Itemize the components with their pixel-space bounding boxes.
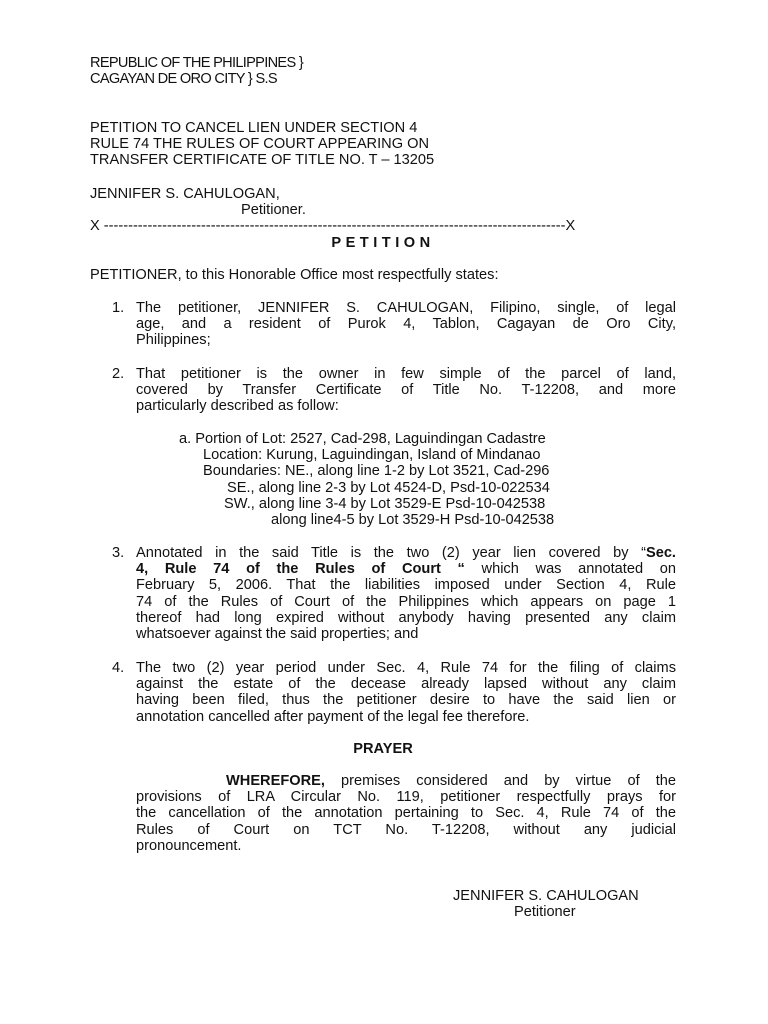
item-number: 4. [112, 660, 125, 676]
item-text: which was annotated on [464, 561, 676, 578]
item-line: That petitioner is the owner in few simple of the parcel of land, [136, 366, 676, 382]
rule-reference: Sec. [645, 545, 676, 561]
item-line: February 5, 2006. That the liabilities imposed under Section 4, Rule [136, 577, 676, 594]
item-text: Annotated in the said Title is the two (2) year lien covered by “ [136, 545, 646, 561]
item-line: whatsoever against the said properties; and [136, 626, 419, 643]
item-number: 2. [112, 366, 125, 382]
item-line: The petitioner, JENNIFER S. CAHULOGAN, Filipino, single, of legal [136, 300, 676, 316]
item-line: 74 of the Rules of Court of the Philippines which appears on page 1 [136, 593, 676, 610]
signatory-role: Petitioner [514, 904, 576, 921]
petitioner-role: Petitioner. [241, 202, 306, 219]
item-line: age, and a resident of Purok 4, Tablon, Cagayan de Oro City, [136, 316, 676, 333]
caption-line-3: TRANSFER CERTIFICATE OF TITLE NO. T – 13205 [90, 152, 435, 169]
venue-line-1: REPUBLIC OF THE PHILIPPINES } [90, 55, 304, 71]
prayer-paragraph [136, 773, 676, 854]
case-caption [90, 120, 676, 169]
prayer-line: pronouncement. [136, 837, 242, 854]
prayer-text: premises considered and by virtue of the [324, 773, 676, 789]
venue-header [90, 55, 676, 87]
lot-boundary-sw: SW., along line 3-4 by Lot 3529-E Psd-10-042538 [224, 495, 546, 512]
item-line: particularly described as follow: [136, 398, 339, 415]
lot-boundary-se: SE., along line 2-3 by Lot 4524-D, Psd-10-022534 [227, 479, 550, 496]
rule-reference: 4, Rule 74 of the Rules of Court “ [136, 561, 465, 578]
list-item [112, 366, 676, 415]
document-title: PETITION [331, 235, 435, 251]
item-line: The two (2) year period under Sec. 4, Rule 74 for the filing of claims [136, 660, 676, 676]
prayer-line: provisions of LRA Circular No. 119, petitioner respectfully prays for [136, 789, 676, 806]
signature-block [453, 888, 639, 920]
lot-portion: Portion of Lot: 2527, Cad-298, Laguindingan Cadastre [195, 431, 546, 447]
prayer-line: the cancellation of the annotation pertaining to Sec. 4, Rule 74 of the [136, 805, 676, 822]
lot-label: a. [179, 431, 192, 447]
party-block [90, 186, 676, 218]
list-item [112, 660, 676, 725]
item-line: Philippines; [136, 332, 211, 349]
petitioner-name: JENNIFER S. CAHULOGAN, [90, 186, 280, 202]
item-number: 3. [112, 545, 125, 561]
item-line: against the estate of the decease already lapsed without any claim [136, 676, 676, 693]
lot-boundary-ne: Boundaries: NE., along line 1-2 by Lot 3521, Cad-296 [203, 463, 550, 480]
caption-line-1: PETITION TO CANCEL LIEN UNDER SECTION 4 [90, 120, 418, 136]
wherefore-lead: WHEREFORE, [226, 773, 325, 789]
caption-line-2: RULE 74 THE RULES OF COURT APPEARING ON [90, 136, 429, 153]
prayer-line: Rules of Court on TCT No. T-12208, without any judicial [136, 821, 676, 838]
item-line: covered by Transfer Certificate of Title No. T-12208, and more [136, 382, 676, 399]
venue-line-2: CAGAYAN DE ORO CITY } S.S [90, 71, 277, 88]
list-item [112, 545, 676, 642]
item-line: annotation cancelled after payment of the legal fee therefore. [136, 708, 530, 725]
prayer-heading: PRAYER [353, 741, 413, 757]
lot-boundary-line4-5: along line4-5 by Lot 3529-H Psd-10-042538 [271, 512, 555, 529]
signatory-name: JENNIFER S. CAHULOGAN [453, 888, 639, 904]
lot-description [179, 431, 649, 528]
lot-location: Location: Kurung, Laguindingan, Island of Mindanao [203, 447, 541, 464]
item-line: having been filed, thus the petitioner desire to have the said lien or [136, 692, 676, 709]
intro-sentence: PETITIONER, to this Honorable Office most respectfully states: [90, 267, 499, 283]
separator-line: X -----------------------------------------------------------------------------------------------X [90, 218, 576, 234]
list-item [112, 300, 676, 349]
item-line: thereof had long expired without anybody having presented any claim [136, 609, 676, 626]
item-number: 1. [112, 300, 125, 316]
